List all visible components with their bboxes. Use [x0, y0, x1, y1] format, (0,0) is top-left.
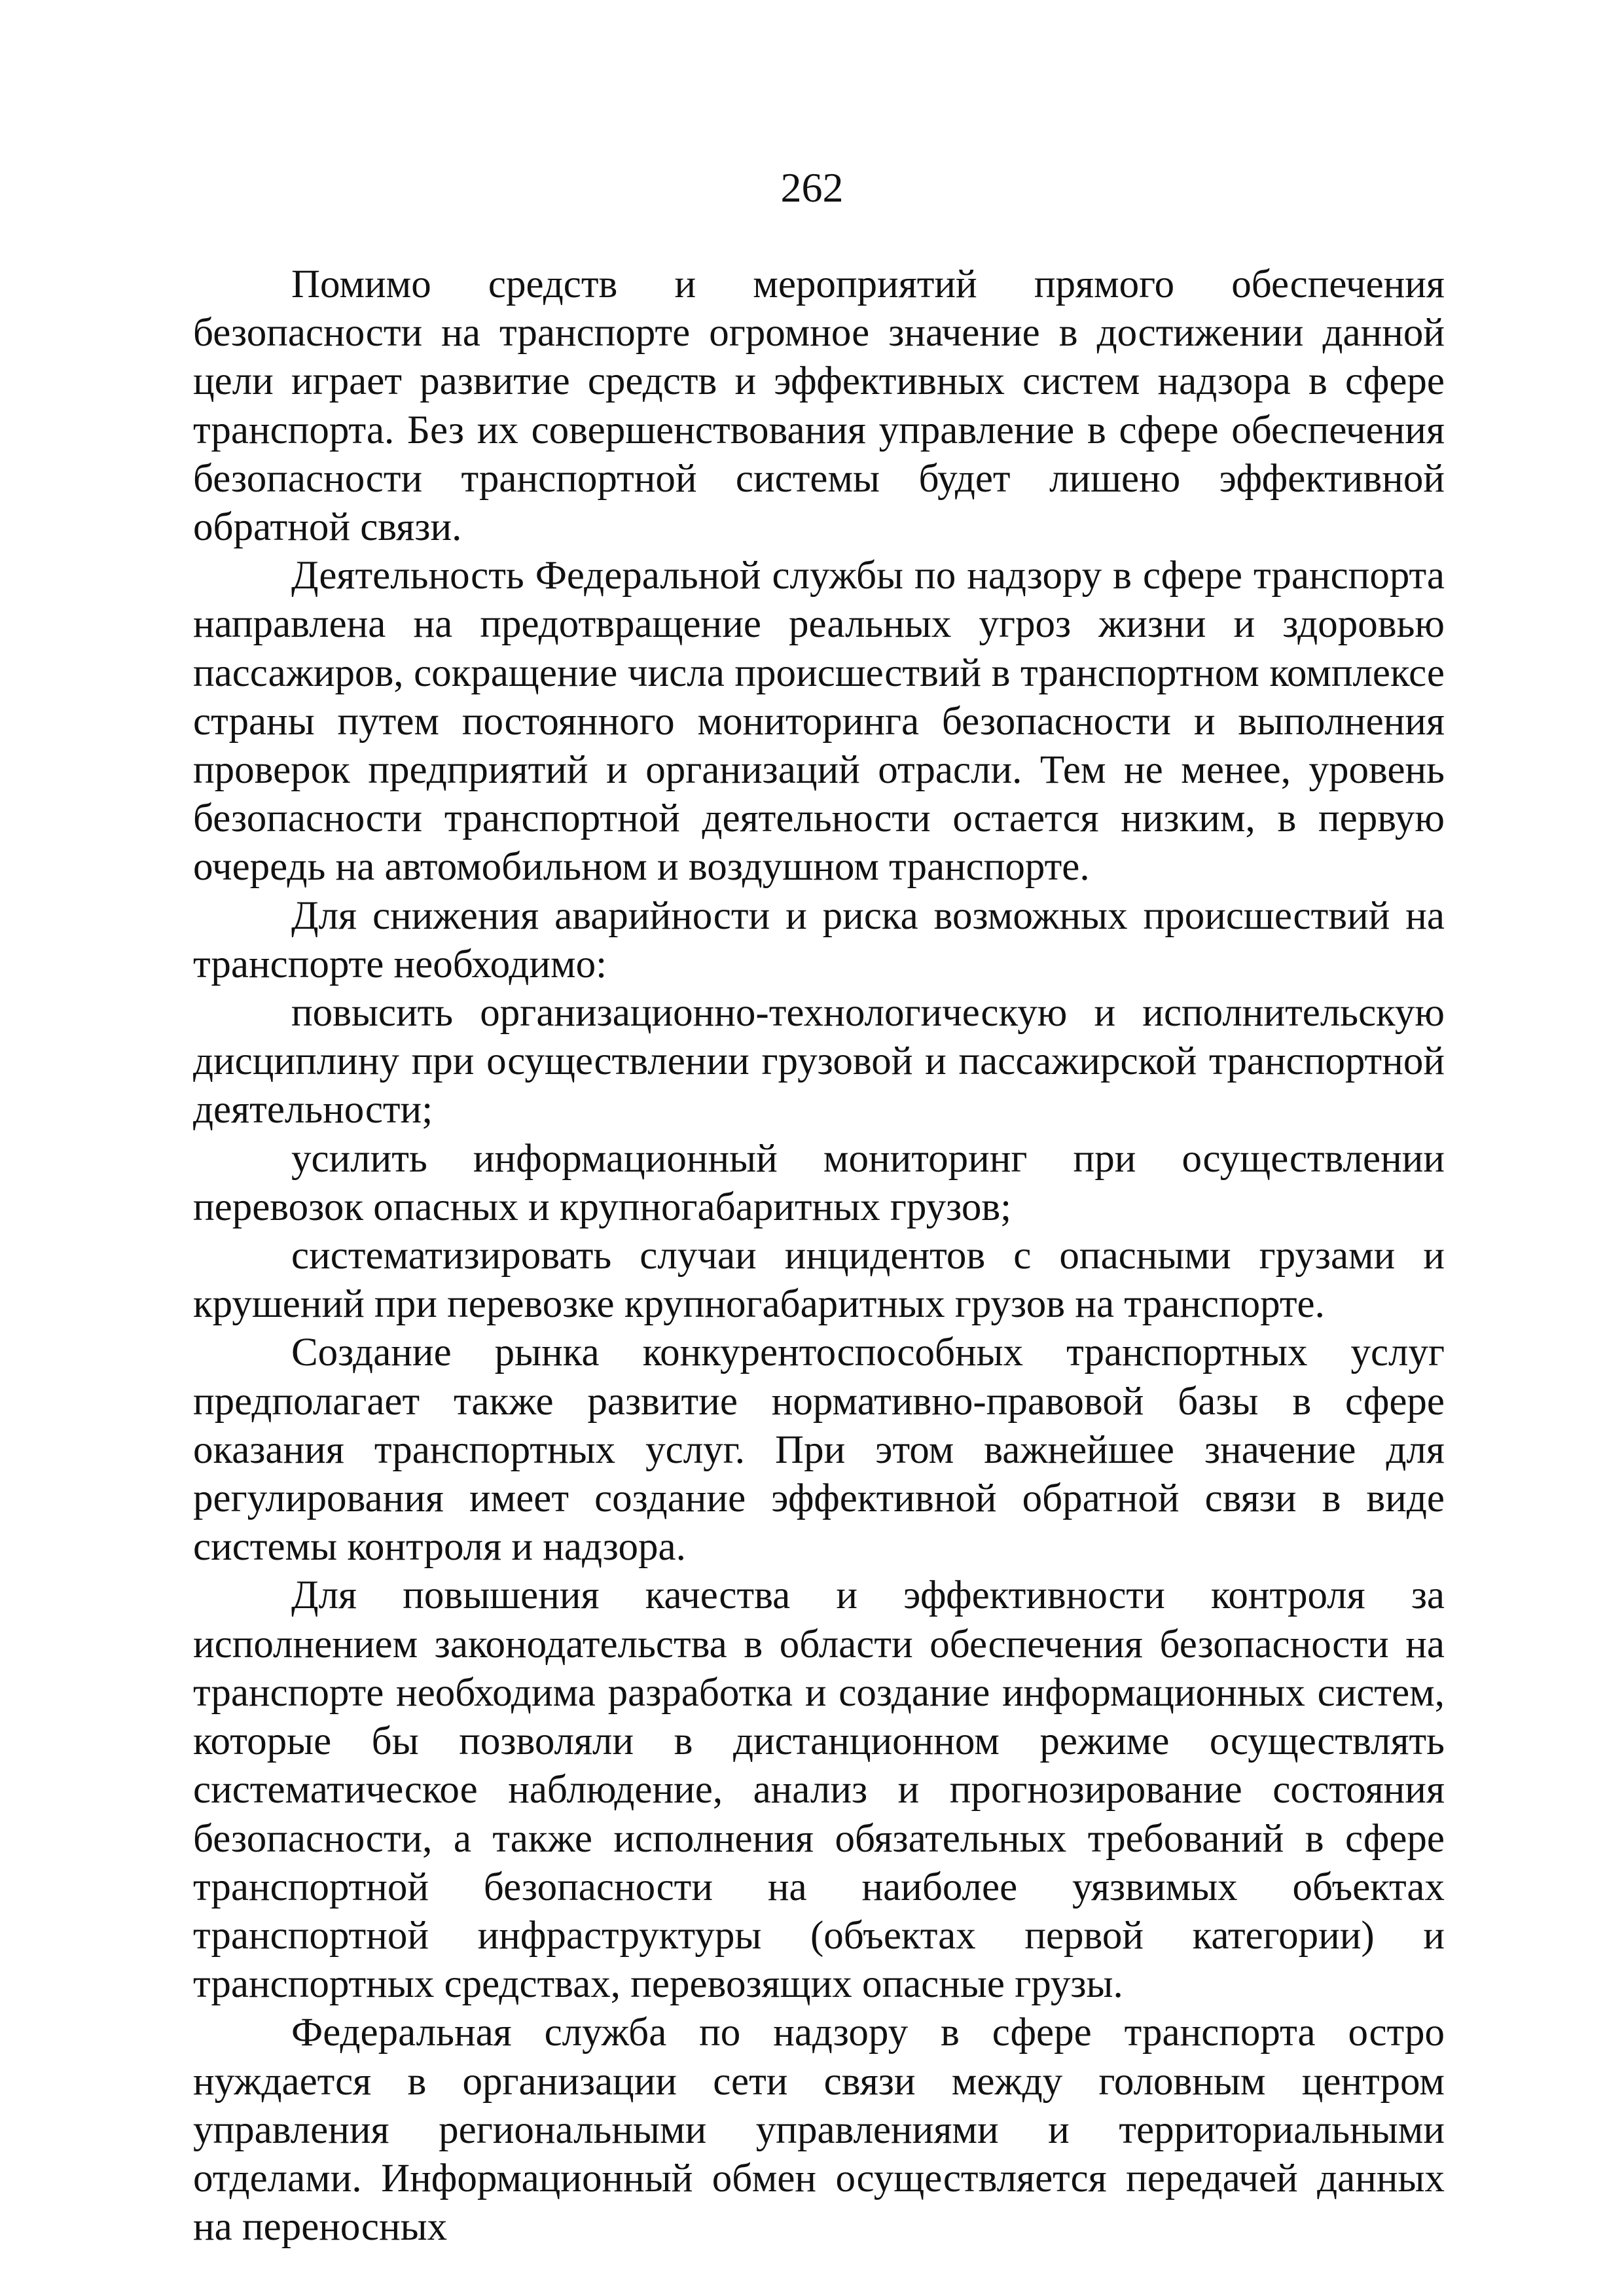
- list-item-discipline: повысить организационно-технологическую и исполнительскую дисциплину при осуществлении грузовой и пассажирской транспортной деятельности;: [193, 991, 1445, 1132]
- paragraph-information-systems: Для повышения качества и эффективности контроля за исполнением законодательства в области обеспечения безопасности на транспорте необходима разработка и создание информационных систем, которые бы позволяли в дистанционном режиме осуществлять систематическое наблюдение, анализ и прогнозирование состояния безопасности, а также исполнения обязательных требований в сфере транспортной безопасности на наиболее уязвимых объектах транспортной инфраструктуры (объектах первой категории) и транспортных средствах, перевозящих опасные грузы.: [193, 1573, 1445, 2007]
- paragraph-transport-market: Создание рынка конкурентоспособных транспортных услуг предполагает также развитие нормативно-правовой базы в сфере оказания транспортных услуг. При этом важнейшее значение для регулирования имеет создание эффективной обратной связи в виде системы контроля и надзора.: [193, 1331, 1445, 1570]
- list-item-systematize-incidents: систематизировать случаи инцидентов с опасными грузами и крушений при перевозке крупногабаритных грузов на транспорте.: [193, 1234, 1445, 1327]
- body-text: [193, 260, 1445, 2251]
- paragraph-security-supervision: Помимо средств и мероприятий прямого обеспечения безопасности на транспорте огромное значение в достижении данной цели играет развитие средств и эффективных систем надзора в сфере транспорта. Без их совершенствования управление в сфере обеспечения безопасности транспортной системы будет лишено эффективной обратной связи.: [193, 262, 1445, 550]
- paragraph-accident-reduction-intro: Для снижения аварийности и риска возможных происшествий на транспорте необходимо:: [193, 893, 1445, 986]
- list-item-monitoring: усилить информационный мониторинг при осуществлении перевозок опасных и крупногабаритных грузов;: [193, 1136, 1445, 1229]
- page-number: 262: [780, 164, 844, 211]
- paragraph-federal-service-activity: Деятельность Федеральной службы по надзору в сфере транспорта направлена на предотвращение реальных угроз жизни и здоровью пассажиров, сокращение числа происшествий в транспортном комплексе страны путем постоянного мониторинга безопасности и выполнения проверок предприятий и организаций отрасли. Тем не менее, уровень безопасности транспортной деятельности остается низким, в первую очередь на автомобильном и воздушном транспорте.: [193, 554, 1445, 889]
- paragraph-communication-network: Федеральная служба по надзору в сфере транспорта остро нуждается в организации сети связи между головным центром управления региональными управлениями и территориальными отделами. Информационный обмен осуществляется передачей данных на переносных: [193, 2011, 1445, 2250]
